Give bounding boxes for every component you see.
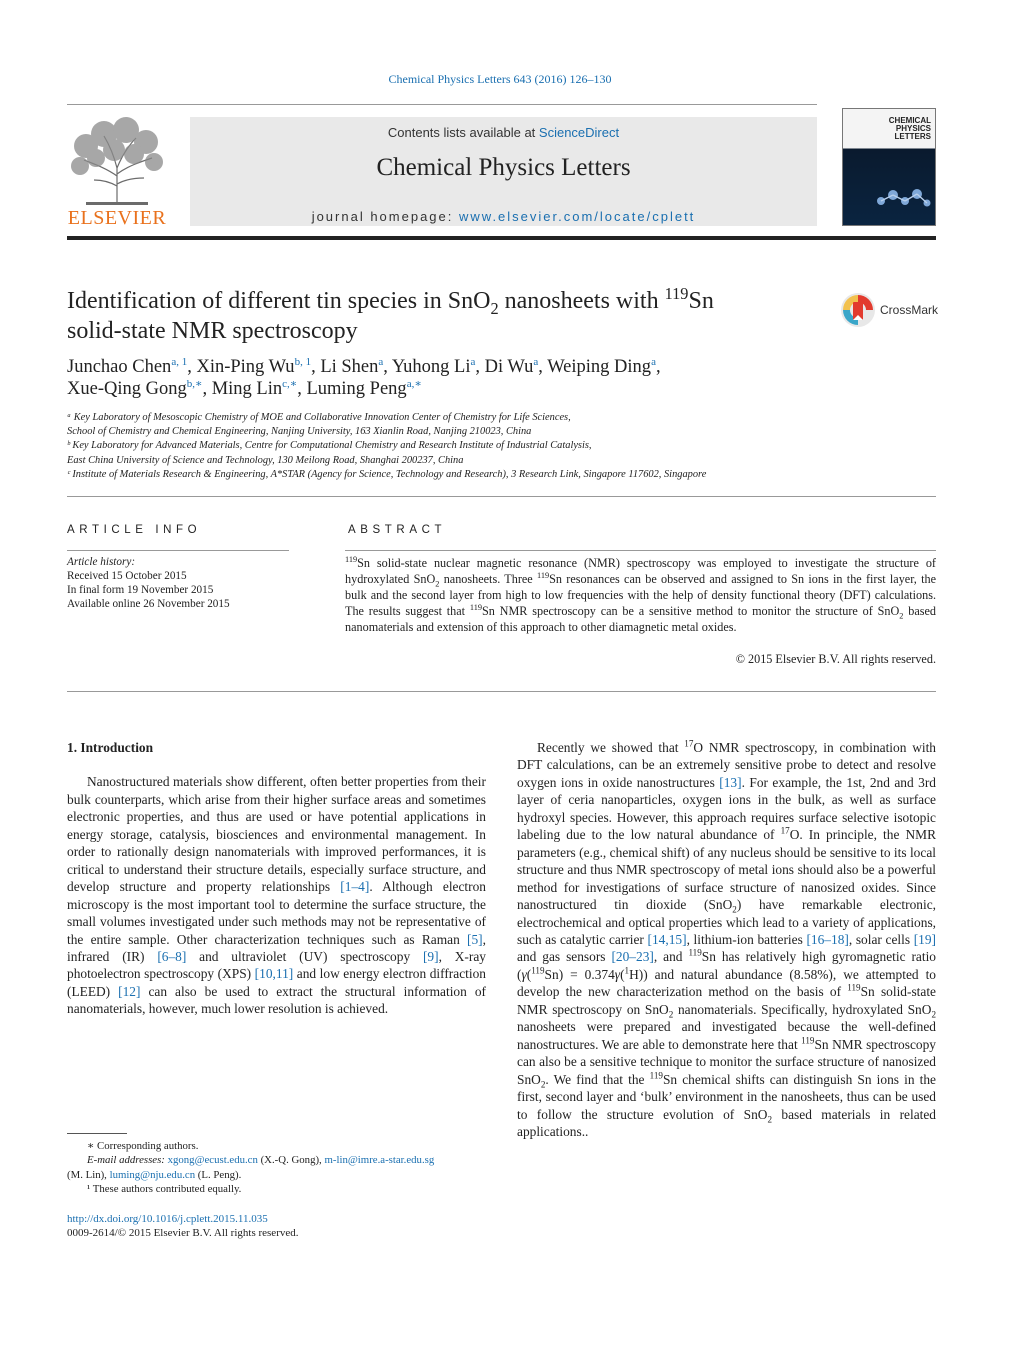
footnote-corresponding: ∗ Corresponding authors. (87, 1140, 199, 1152)
header-rule (67, 104, 817, 105)
email-link[interactable]: m-lin@imre.a-star.edu.sg (324, 1154, 435, 1167)
citation-link[interactable]: [19] (913, 931, 936, 947)
body-column-right (517, 739, 936, 1140)
author: Junchao Chen$^{a, 1}$, (67, 355, 197, 377)
body-paragraph: Nanostructured materials show different, often better properties from their bulk counterparts, which arise from their higher surface areas and sometimes electronic properties, and thus are used or have potential applications in energy storage, catalysis, biosciences and environmental management. In order to rationally design nanomaterials with improved performances, it is critical to understand their structure details, especially surface structure, and develop structure and property relationships [1–4]. Although electron microscopy is the most important tool to determine the surface structure, the small volumes investigated under such methods may not be representative of the entire sample. Other characterization techniques such as Raman [5], infrared (IR) [6–8] and ultraviolet (UV) spectroscopy [9], X-ray photoelectron spectroscopy (XPS) [10,11] and low energy electron diffraction (LEED) [12] can also be used to extract the structural information of nanomaterials, however, much lower resolution is achieved. (67, 774, 486, 1017)
received-date: Received 15 October 2015 (67, 570, 187, 582)
citation-link[interactable]: [20–23] (611, 949, 654, 965)
body-paragraph: Recently we showed that $^{17}$O NMR spectroscopy, in combination with DFT calculations, can be an extremely sensitive probe to detect and resolve oxygen ions in oxide nanostructures [13]. For example, the 1st, 2nd and 3rd layer of ceria nanoparticles, oxygen ions in the bulk, as well as surface hydroxyl species. However, this approach requires surface selective isotopic labeling due to the low natural abundance of $^{17}$O. In principle, the NMR parameters (e.g., chemical shift) of any nucleus should be sensitive to its local structure and thus NMR spectroscopy of metal ions should also be a powerful method for investigations of surface structure of nanosized oxides. Since nanostructured tin dioxide (SnO$_2$) have remarkable electronic, electrochemical and optical properties which lead to a variety of applications, such as catalytic carrier [14,15], lithium-ion batteries [16–18], solar cells [19] and gas sensors [20–23], and $^{119}$Sn has relatively high gyromagnetic ratio (γ($^{119}$Sn) = 0.374γ($^1$H)) and natural abundance (8.58%), we attempted to develop the new characterization method on the basis of $^{119}$Sn solid-state NMR spectroscopy on SnO$_2$ nanomaterials. Specifically, hydroxylated SnO$_2$ nanosheets were prepared and investigated because the well-defined nanostructures. We are able to demonstrate here that $^{119}$Sn NMR spectroscopy can also be a sensitive technique to monitor the surface structure of nanosized SnO$_2$. We find that the $^{119}$Sn chemical shifts can distinguish Sn ions in the first, second layer and ‘bulk’ environment in the nanosheets, thus can be used to follow the structure evolution of SnO$_2$ based materials in related applications.. (517, 738, 937, 1139)
article-title: Identification of different tin species in SnO$_2$ nanosheets with $^{119}$Sn solid-state NMR spectroscopy (67, 284, 714, 344)
homepage-line: journal homepage: www.elsevier.com/locate/cplett (311, 209, 696, 224)
final-form-date: In final form 19 November 2015 (67, 584, 214, 596)
footnote-emails: E-mail addresses: xgong@ecust.edu.cn (X.-Q. Gong), m-lin@imre.a-star.edu.sg (87, 1154, 435, 1167)
citation-link[interactable]: [16–18] (806, 931, 849, 947)
sciencedirect-link[interactable]: ScienceDirect (538, 125, 620, 140)
header-thick-rule (67, 236, 936, 240)
contents-line: Contents lists available at ScienceDirect (387, 125, 620, 140)
footnote-rule (67, 1133, 127, 1134)
author-list (67, 356, 827, 400)
doi-link[interactable]: http://dx.doi.org/10.1016/j.cplett.2015.11.035 (67, 1213, 268, 1225)
affiliations (67, 411, 937, 482)
email-link[interactable]: luming@nju.edu.cn (109, 1168, 196, 1181)
history-label: Article history: (67, 556, 136, 568)
citation-link[interactable]: [13] (719, 774, 742, 790)
citation-link[interactable]: [9] (422, 948, 439, 964)
citation-link[interactable]: [14,15] (647, 931, 687, 947)
elsevier-wordmark: ELSEVIER (67, 207, 167, 229)
author: Li Shen$^a$, (320, 355, 392, 377)
affiliation-line: School of Chemistry and Chemical Engineering, Nanjing University, 163 Xianlin Road, Nanjing 210023, China (67, 426, 532, 438)
abstract-text: $^{119}$Sn solid-state nuclear magnetic resonance (NMR) spectroscopy was employed to investigate the structure of hydroxylated SnO$_2$ nanosheets. Three $^{119}$Sn resonances can be observed and assigned to Sn ions in the first layer, the bulk and the second layer from high to low frequencies with the help of density functional theory (DFT) calculations. The results suggest that $^{119}$Sn NMR spectroscopy can be a sensitive method to monitor the structure of SnO$_2$ based nanomaterials and extension of this approach to other diamagnetic metal oxides. (345, 554, 937, 635)
author: Ming Lin$^{c,∗}$, (211, 377, 307, 399)
email-link[interactable]: xgong@ecust.edu.cn (167, 1154, 258, 1167)
homepage-link[interactable]: www.elsevier.com/locate/cplett (459, 209, 696, 224)
affiliation-line: ᶜ Institute of Materials Research & Engineering, A*STAR (Agency for Science, Technology and Research), 3 Research Link, Singapore 117602, Singapore (67, 468, 707, 480)
footnotes (67, 1139, 487, 1197)
issn-line: 0009-2614/© 2015 Elsevier B.V. All rights reserved. (67, 1227, 299, 1239)
citation-link[interactable]: [6–8] (157, 948, 187, 964)
author: Luming Peng$^{a,∗}$ (306, 377, 422, 399)
citation-link[interactable]: [5] (467, 931, 483, 947)
crossmark-label[interactable]: CrossMark (880, 303, 939, 317)
author: Weiping Ding$^a$, (547, 355, 661, 377)
affiliation-line: ᵇ Key Laboratory for Advanced Materials, Centre for Computational Chemistry and Research Institute of Industrial Catalysis, (67, 440, 592, 452)
divider (67, 550, 289, 551)
divider (67, 496, 936, 497)
author: Yuhong Li$^a$, (391, 355, 485, 377)
cover-molecule-image (873, 179, 933, 219)
journal-title: Chemical Physics Letters (376, 154, 631, 181)
cover-title: CHEMICAL PHYSICS LETTERS (888, 116, 931, 141)
footnote-equal: ¹ These authors contributed equally. (87, 1183, 242, 1196)
journal-banner (190, 117, 817, 226)
citation-link[interactable]: [1–4] (340, 879, 370, 895)
journal-citation[interactable]: Chemical Physics Letters 643 (2016) 126–130 (388, 72, 612, 86)
divider (67, 691, 936, 692)
affiliation-line: East China University of Science and Technology, 130 Meilong Road, Shanghai 200237, China (67, 454, 464, 466)
author: Xin-Ping Wu$^{b, 1}$, (196, 355, 321, 377)
article-history (67, 555, 297, 611)
footnote-emails-cont: (M. Lin), luming@nju.edu.cn (L. Peng). (67, 1168, 242, 1181)
citation-link[interactable]: [12] (118, 983, 141, 999)
doi-block (67, 1212, 487, 1240)
affiliation-line: ᵃ Key Laboratory of Mesoscopic Chemistry of MOE and Collaborative Innovation Center of Chemistry for Life Sciences, (67, 412, 571, 423)
divider (345, 550, 936, 551)
abstract-copyright: © 2015 Elsevier B.V. All rights reserved. (735, 652, 936, 666)
body-column-left (67, 739, 486, 1018)
citation-link[interactable]: [10,11] (254, 966, 294, 982)
article-info-heading: ARTICLE INFO (67, 524, 202, 536)
author: Di Wu$^a$, (484, 355, 548, 377)
author: Xue-Qing Gong$^{b,∗}$, (67, 377, 212, 399)
online-date: Available online 26 November 2015 (67, 598, 230, 610)
abstract-heading: ABSTRACT (348, 524, 447, 536)
journal-cover-thumbnail[interactable] (842, 108, 936, 226)
section-heading: 1. Introduction (67, 740, 154, 755)
